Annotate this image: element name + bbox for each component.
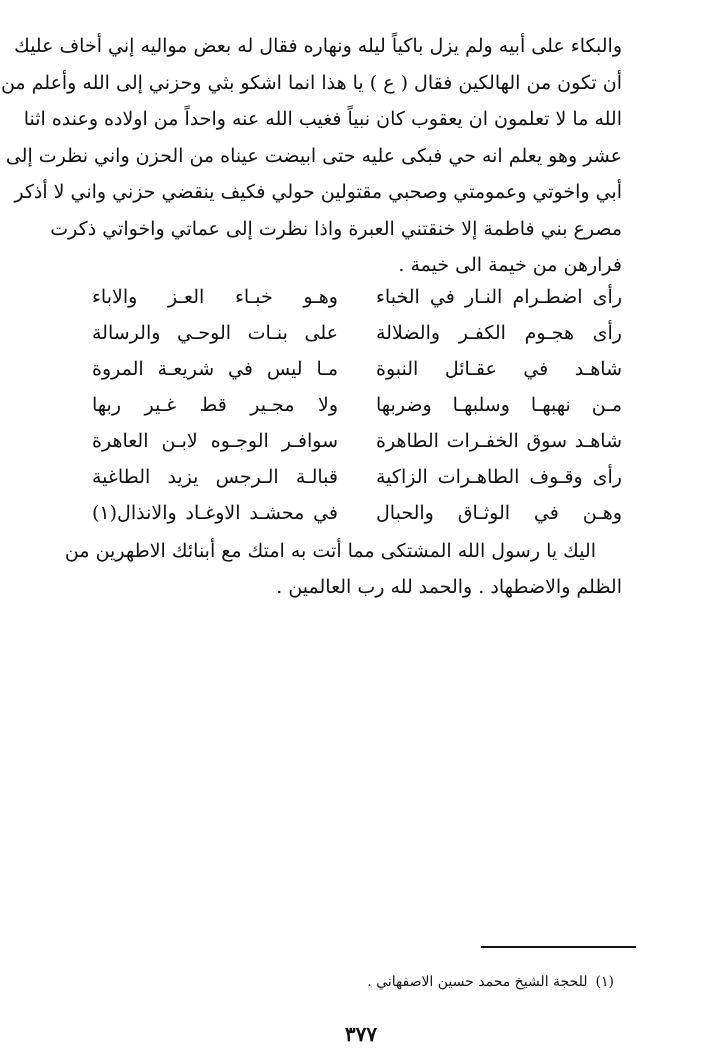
poem [92,279,622,531]
prose-line: الله ما لا تعلمون ان يعقوب كان نبياً فغيب الله عنه واحداً من اولاده وعنده اثنا [23,108,622,130]
footnote [367,974,614,990]
prose-paragraph [0,28,622,284]
prose-line: أبي واخوتي وعمومتي وصحبي مقتولين حولي فكيف ينقضي حزني واني لا أذكر [14,181,622,203]
poem-first-hemistich: مـن نهبهـا وسلبهـا وضربها [376,394,622,416]
poem-verse [92,459,622,495]
poem-first-hemistich: شاهـد سوق الخفـرات الطاهرة [376,430,622,452]
poem-second-hemistich: قبالـة الـرجس يزيد الطاغية [92,466,338,488]
poem-second-hemistich: ولا مجـير قط غـير ربها [92,394,338,416]
poem-first-hemistich: رأى هجـوم الكفـر والضلالة [376,322,622,344]
poem-second-hemistich: وهـو خبـاء العـز والاباء [92,286,338,308]
closing-paragraph [64,533,622,605]
poem-verse [92,387,622,423]
poem-verse [92,315,622,351]
footnote-text: للحجة الشيخ محمد حسين الاصفهاني . [367,974,588,990]
poem-verse [92,423,622,459]
poem-verse [92,279,622,315]
closing-line: اليك يا رسول الله المشتكى مما أتت به امتك مع أبنائك الاطهرين من [64,540,596,562]
page-number: ٣٧٧ [344,1022,378,1046]
closing-line: الظلم والاضطهاد . والحمد لله رب العالمين . [276,576,622,598]
poem-verse [92,495,622,531]
footnote-separator [481,946,636,948]
prose-line: مصرع بني فاطمة إلا خنقتني العبرة واذا نظرت إلى عماتي واخواتي ذكرت [50,217,622,240]
footnote-marker: (١) [595,974,614,990]
prose-line: أن تكون من الهالكين فقال ( ع ) يا هذا انما اشكو بثي وحزني إلى الله وأعلم من [0,71,622,94]
prose-line: عشر وهو يعلم انه حي فبكى عليه حتى ابيضت عيناه من الحزن واني نظرت إلى [5,144,622,167]
poem-second-hemistich: على بنـات الوحـي والرسالة [92,322,338,344]
poem-verse [92,351,622,387]
prose-line: والبكاء على أبيه ولم يزل باكياً ليله ونهاره فقال له بعض مواليه إني أخاف عليك [14,35,622,57]
poem-first-hemistich: رأى وقـوف الطاهـرات الزاكية [376,466,622,488]
poem-second-hemistich: في محشـد الاوغـاد والانذال(١) [92,502,338,524]
poem-second-hemistich: سوافـر الوجـوه لابـن العاهرة [92,430,338,452]
poem-first-hemistich: وهـن في الوثـاق والحبال [376,502,622,524]
poem-first-hemistich: رأى اضطـرام النـار في الخباء [376,286,622,308]
poem-first-hemistich: شاهـد في عقـائل النبوة [376,358,622,380]
prose-line: فرارهن من خيمة الى خيمة . [398,254,622,276]
poem-second-hemistich: مـا ليس في شريعـة المروة [92,358,338,380]
